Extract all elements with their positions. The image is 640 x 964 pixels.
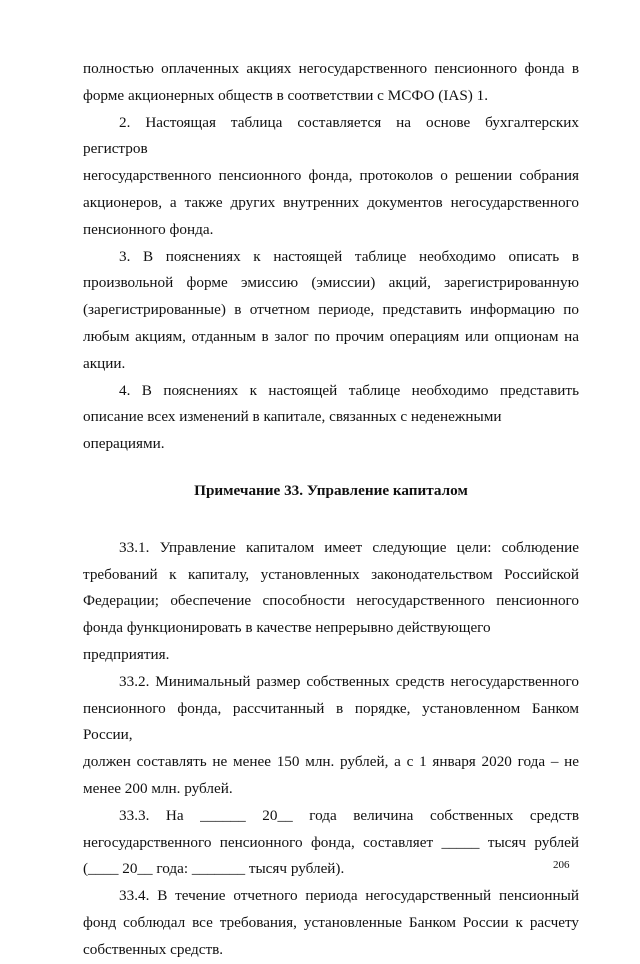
text-line: 33.1. Управление капиталом имеет следующие цели: соблюдение bbox=[119, 538, 579, 556]
text-line: фонд соблюдал все требования, установленные Банком России к расчету bbox=[83, 913, 579, 931]
text-line: менее 200 млн. рублей. bbox=[83, 779, 233, 797]
text-line: 33.4. В течение отчетного периода негосударственный пенсионный bbox=[119, 887, 579, 905]
text-line: (зарегистрированные) в отчетном периоде, представить информацию по bbox=[83, 301, 579, 319]
text-line: 2. Настоящая таблица составляется на основе бухгалтерских регистров bbox=[83, 113, 579, 158]
text-line: акционеров, а также других внутренних документов негосударственного bbox=[83, 193, 579, 211]
text-line: полностью оплаченных акциях негосударственного пенсионного фонда в bbox=[83, 60, 579, 77]
text-line: (____ 20__ года: _______ тысяч рублей). bbox=[83, 860, 345, 878]
page-number: 206 bbox=[553, 859, 570, 871]
text-line: описание всех изменений в капитале, связанных с неденежными операциями. bbox=[83, 408, 502, 453]
text-line: 33.3. На ______ 20__ года величина собственных средств bbox=[119, 806, 579, 824]
section-heading: Примечание 33. Управление капиталом bbox=[194, 481, 468, 499]
text-line: акции. bbox=[83, 354, 126, 372]
text-line: пенсионного фонда. bbox=[83, 220, 214, 238]
text-line: любым акциям, отданным в залог по прочим операциям или опционам на bbox=[83, 327, 579, 345]
text-line: 3. В пояснениях к настоящей таблице необходимо описать в bbox=[119, 247, 579, 265]
text-line: форме акционерных обществ в соответствии с МСФО (IAS) 1. bbox=[83, 86, 489, 104]
text-line: 4. В пояснениях к настоящей таблице необходимо представить bbox=[119, 381, 579, 399]
text-line: негосударственного пенсионного фонда, составляет _____ тысяч рублей bbox=[83, 833, 579, 851]
text-line: негосударственного пенсионного фонда, протоколов о решении собрания bbox=[83, 167, 579, 185]
text-line: Федерации; обеспечение способности негосударственного пенсионного bbox=[83, 592, 579, 610]
text-line: пенсионного фонда, рассчитанный в порядке, установленном Банком России, bbox=[83, 699, 579, 744]
text-line: собственных средств. bbox=[83, 940, 224, 958]
text-line: 33.2. Минимальный размер собственных средств негосударственного bbox=[119, 672, 579, 690]
text-line: требований к капиталу, установленных законодательством Российской bbox=[83, 565, 579, 583]
text-line: фонда функционировать в качестве непрерывно действующего предприятия. bbox=[83, 619, 491, 663]
text-line: должен составлять не менее 150 млн. рублей, а с 1 января 2020 года – не bbox=[83, 753, 579, 771]
page-content bbox=[83, 56, 579, 964]
text-line: произвольной форме эмиссию (эмиссии) акций, зарегистрированную bbox=[83, 274, 579, 292]
